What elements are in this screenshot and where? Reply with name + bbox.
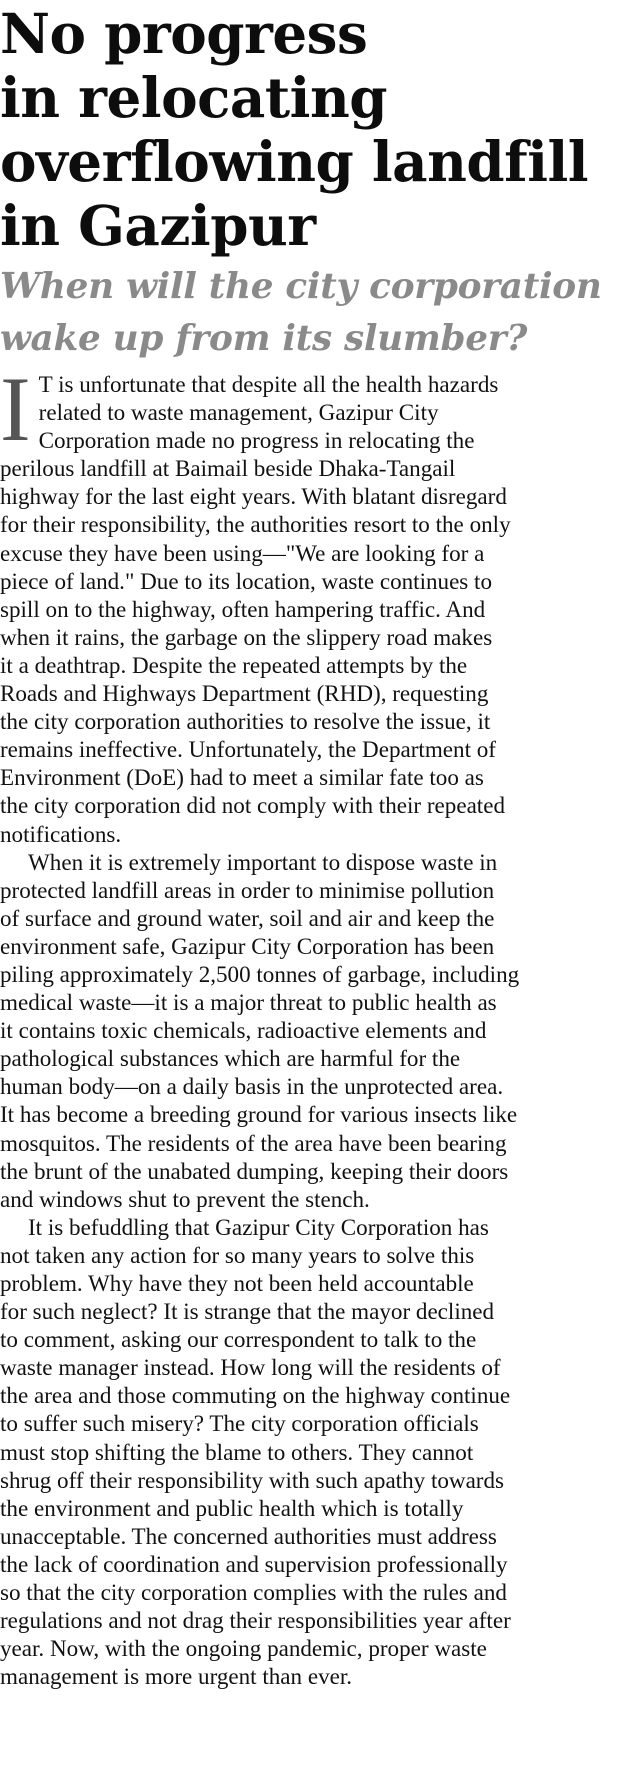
body-text-line: related to waste management, Gazipur City <box>38 399 439 426</box>
headline-line: in Gazipur <box>0 194 316 258</box>
body-text-line: piece of land." Due to its location, waste continues to <box>0 567 493 594</box>
body-text-line: Corporation made no progress in relocating the <box>38 427 475 454</box>
body-text-line: remains ineffective. Unfortunately, the Department of <box>0 736 496 763</box>
headline-line: No progress <box>0 2 368 66</box>
body-text-line: environment safe, Gazipur City Corporation has been <box>0 932 495 959</box>
body-text-line: and windows shut to prevent the stench. <box>0 1185 370 1212</box>
body-text-line: the area and those commuting on the highway continue <box>0 1382 511 1409</box>
body-text-line: it contains toxic chemicals, radioactive elements and <box>0 1017 487 1044</box>
body-text-line: it a deathtrap. Despite the repeated attempts by the <box>0 651 468 678</box>
body-text-line: for their responsibility, the authorities resort to the only <box>0 511 511 538</box>
body-text-line: the city corporation authorities to resolve the issue, it <box>0 708 491 735</box>
body-text-line: problem. Why have they not been held accountable <box>0 1270 474 1296</box>
headline-line: in relocating <box>0 66 388 130</box>
body-text-line: the city corporation did not comply with their repeated <box>0 792 506 819</box>
body-text-line: spill on to the highway, often hampering traffic. And <box>0 595 486 622</box>
body-text-line: the brunt of the unabated dumping, keeping their doors <box>0 1157 509 1184</box>
body-text-line: when it rains, the garbage on the slippery road makes <box>0 623 493 650</box>
body-text-line: the lack of coordination and supervision professionally <box>0 1550 508 1577</box>
paragraph-2 <box>0 848 625 1213</box>
body-text-line: for such neglect? It is strange that the mayor declined <box>0 1298 495 1325</box>
paragraph-3 <box>0 1213 625 1691</box>
body-text-line: pathological substances which are harmful for the <box>0 1045 461 1072</box>
body-text-line: excuse they have been using—"We are looking for a <box>0 539 485 566</box>
body-text-line: management is more urgent than ever. <box>0 1663 353 1690</box>
body-text-line: Roads and Highways Department (RHD), requesting <box>0 680 489 707</box>
body-text-line: shrug off their responsibility with such apathy towards <box>0 1466 505 1493</box>
article-body <box>0 358 625 1690</box>
body-text-line: It has become a breeding ground for various insects like <box>0 1101 518 1128</box>
body-text-line: regulations and not drag their responsibilities year after <box>0 1607 511 1634</box>
body-text-line: of surface and ground water, soil and air and keep the <box>0 904 495 931</box>
body-text-line: to comment, asking our correspondent to talk to the <box>0 1326 477 1353</box>
body-text-line: so that the city corporation complies with the rules and <box>0 1579 507 1606</box>
body-text-line: must stop shifting the blame to others. They cannot <box>0 1438 474 1465</box>
body-text-line: mosquitos. The residents of the area have been bearing <box>0 1129 507 1156</box>
body-text-line: perilous landfill at Baimail beside Dhaka-Tangail <box>0 455 456 482</box>
subheadline-line: wake up from its slumber? <box>0 317 528 359</box>
paragraph-1 <box>0 358 625 848</box>
body-text-line: year. Now, with the ongoing pandemic, proper waste <box>0 1635 487 1662</box>
drop-cap: I <box>0 358 31 460</box>
body-text-line: human body—on a daily basis in the unprotected area. <box>0 1073 504 1100</box>
body-text-line: T is unfortunate that despite all the health hazards <box>38 371 499 397</box>
body-text-line: When it is extremely important to dispose waste in <box>28 848 498 875</box>
body-text-line: to suffer such misery? The city corporation officials <box>0 1410 479 1437</box>
subheadline-line: When will the city corporation <box>0 265 602 307</box>
headline-line: overflowing landfill <box>0 130 589 194</box>
subheadline <box>0 260 625 364</box>
body-text-line: medical waste—it is a major threat to public health as <box>0 989 497 1016</box>
body-text-line: protected landfill areas in order to minimise pollution <box>0 876 495 903</box>
body-text-line: the environment and public health which is totally <box>0 1494 464 1521</box>
body-text-line: It is befuddling that Gazipur City Corporation has <box>28 1213 489 1240</box>
body-text-line: waste manager instead. How long will the residents of <box>0 1354 501 1381</box>
headline <box>0 0 625 258</box>
body-text-line: highway for the last eight years. With blatant disregard <box>0 483 507 510</box>
body-text-line: piling approximately 2,500 tonnes of garbage, including <box>0 960 520 987</box>
body-text-line: Environment (DoE) had to meet a similar fate too as <box>0 764 484 791</box>
body-text-line: notifications. <box>0 820 122 847</box>
body-text-line: not taken any action for so many years to solve this <box>0 1241 475 1268</box>
body-text-line: unacceptable. The concerned authorities must address <box>0 1522 497 1549</box>
